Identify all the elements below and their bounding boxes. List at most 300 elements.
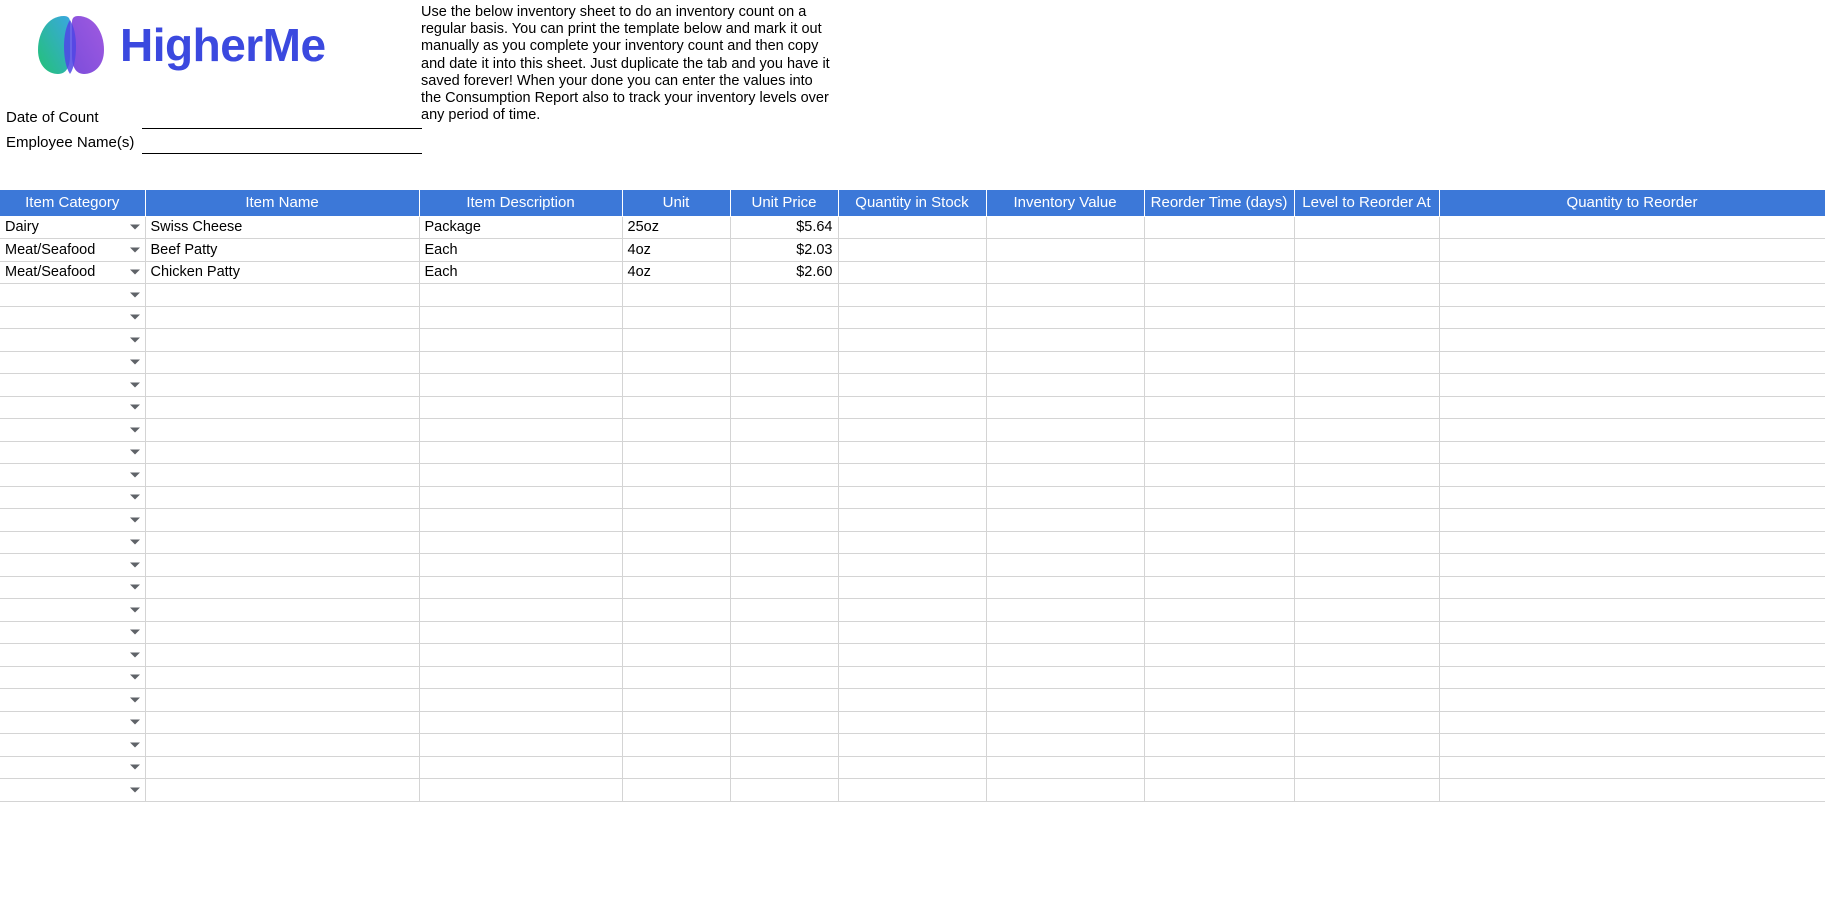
cell-item-category[interactable] (0, 374, 145, 397)
cell-item-category[interactable] (0, 576, 145, 599)
cell-unit-price[interactable] (730, 576, 838, 599)
cell-level-to-reorder[interactable] (1294, 531, 1439, 554)
chevron-down-icon[interactable] (130, 247, 140, 252)
cell-quantity-in-stock[interactable] (838, 351, 986, 374)
cell-unit-price[interactable] (730, 351, 838, 374)
chevron-down-icon[interactable] (130, 697, 140, 702)
cell-item-description[interactable] (419, 576, 622, 599)
cell-unit[interactable] (622, 531, 730, 554)
table-row[interactable] (0, 464, 1825, 487)
cell-quantity-to-reorder[interactable] (1439, 464, 1825, 487)
cell-item-name[interactable] (145, 666, 419, 689)
cell-level-to-reorder[interactable] (1294, 734, 1439, 757)
cell-unit-price[interactable] (730, 239, 838, 262)
chevron-down-icon[interactable] (130, 585, 140, 590)
cell-unit[interactable] (622, 509, 730, 532)
cell-item-category[interactable] (0, 644, 145, 667)
cell-item-category[interactable] (0, 621, 145, 644)
cell-level-to-reorder[interactable] (1294, 396, 1439, 419)
chevron-down-icon[interactable] (130, 495, 140, 500)
chevron-down-icon[interactable] (130, 315, 140, 320)
cell-item-category[interactable] (0, 531, 145, 554)
cell-item-name[interactable] (145, 576, 419, 599)
cell-reorder-time[interactable] (1144, 554, 1294, 577)
cell-quantity-in-stock[interactable] (838, 779, 986, 802)
cell-inventory-value[interactable] (986, 239, 1144, 262)
cell-quantity-to-reorder[interactable] (1439, 374, 1825, 397)
cell-unit[interactable] (622, 779, 730, 802)
cell-unit[interactable] (622, 216, 730, 239)
cell-unit-price[interactable] (730, 464, 838, 487)
table-row[interactable] (0, 756, 1825, 779)
cell-level-to-reorder[interactable] (1294, 329, 1439, 352)
cell-quantity-in-stock[interactable] (838, 599, 986, 622)
cell-quantity-to-reorder[interactable] (1439, 554, 1825, 577)
cell-unit-price[interactable] (730, 554, 838, 577)
cell-reorder-time[interactable] (1144, 351, 1294, 374)
cell-unit-price[interactable] (730, 396, 838, 419)
chevron-down-icon[interactable] (130, 607, 140, 612)
cell-quantity-to-reorder[interactable] (1439, 756, 1825, 779)
table-row[interactable] (0, 441, 1825, 464)
cell-item-category[interactable] (0, 689, 145, 712)
cell-unit[interactable] (622, 576, 730, 599)
cell-item-description[interactable] (419, 509, 622, 532)
cell-quantity-in-stock[interactable] (838, 261, 986, 284)
cell-item-description[interactable] (419, 644, 622, 667)
cell-quantity-in-stock[interactable] (838, 464, 986, 487)
cell-level-to-reorder[interactable] (1294, 576, 1439, 599)
cell-item-name[interactable] (145, 329, 419, 352)
table-row[interactable] (0, 261, 1825, 284)
cell-unit-price[interactable] (730, 329, 838, 352)
table-row[interactable] (0, 531, 1825, 554)
cell-inventory-value[interactable] (986, 351, 1144, 374)
cell-item-name[interactable] (145, 621, 419, 644)
cell-reorder-time[interactable] (1144, 216, 1294, 239)
cell-item-description[interactable] (419, 239, 622, 262)
cell-quantity-to-reorder[interactable] (1439, 644, 1825, 667)
table-row[interactable] (0, 329, 1825, 352)
cell-unit[interactable] (622, 351, 730, 374)
cell-quantity-in-stock[interactable] (838, 509, 986, 532)
cell-quantity-in-stock[interactable] (838, 216, 986, 239)
cell-level-to-reorder[interactable] (1294, 464, 1439, 487)
cell-unit-price[interactable] (730, 486, 838, 509)
cell-quantity-to-reorder[interactable] (1439, 711, 1825, 734)
cell-quantity-to-reorder[interactable] (1439, 216, 1825, 239)
cell-reorder-time[interactable] (1144, 711, 1294, 734)
cell-quantity-to-reorder[interactable] (1439, 441, 1825, 464)
table-row[interactable] (0, 711, 1825, 734)
cell-level-to-reorder[interactable] (1294, 374, 1439, 397)
cell-reorder-time[interactable] (1144, 261, 1294, 284)
date-of-count-input[interactable] (142, 108, 422, 129)
cell-unit[interactable] (622, 396, 730, 419)
cell-unit-price[interactable] (730, 689, 838, 712)
cell-item-description[interactable] (419, 554, 622, 577)
cell-reorder-time[interactable] (1144, 756, 1294, 779)
cell-quantity-to-reorder[interactable] (1439, 284, 1825, 307)
cell-level-to-reorder[interactable] (1294, 261, 1439, 284)
cell-reorder-time[interactable] (1144, 464, 1294, 487)
table-row[interactable] (0, 734, 1825, 757)
cell-unit-price[interactable] (730, 531, 838, 554)
cell-unit-price[interactable] (730, 666, 838, 689)
cell-item-name[interactable] (145, 441, 419, 464)
cell-reorder-time[interactable] (1144, 441, 1294, 464)
table-row[interactable] (0, 576, 1825, 599)
cell-item-description[interactable] (419, 419, 622, 442)
cell-inventory-value[interactable] (986, 396, 1144, 419)
cell-item-name[interactable] (145, 599, 419, 622)
cell-item-name[interactable] (145, 419, 419, 442)
cell-quantity-in-stock[interactable] (838, 284, 986, 307)
table-row[interactable] (0, 216, 1825, 239)
cell-quantity-to-reorder[interactable] (1439, 689, 1825, 712)
cell-reorder-time[interactable] (1144, 374, 1294, 397)
chevron-down-icon[interactable] (130, 652, 140, 657)
cell-unit-price[interactable] (730, 599, 838, 622)
cell-item-name[interactable] (145, 486, 419, 509)
chevron-down-icon[interactable] (130, 742, 140, 747)
cell-item-description[interactable] (419, 779, 622, 802)
cell-item-category[interactable] (0, 261, 145, 284)
chevron-down-icon[interactable] (130, 675, 140, 680)
cell-quantity-in-stock[interactable] (838, 306, 986, 329)
cell-inventory-value[interactable] (986, 486, 1144, 509)
cell-item-name[interactable] (145, 239, 419, 262)
cell-quantity-in-stock[interactable] (838, 419, 986, 442)
cell-item-name[interactable] (145, 261, 419, 284)
cell-reorder-time[interactable] (1144, 284, 1294, 307)
cell-item-category[interactable] (0, 464, 145, 487)
cell-unit-price[interactable] (730, 284, 838, 307)
cell-unit-price[interactable] (730, 306, 838, 329)
cell-quantity-in-stock[interactable] (838, 756, 986, 779)
cell-inventory-value[interactable] (986, 374, 1144, 397)
cell-inventory-value[interactable] (986, 734, 1144, 757)
cell-item-name[interactable] (145, 711, 419, 734)
cell-quantity-to-reorder[interactable] (1439, 599, 1825, 622)
cell-item-name[interactable] (145, 374, 419, 397)
cell-unit-price[interactable] (730, 419, 838, 442)
table-row[interactable] (0, 666, 1825, 689)
chevron-down-icon[interactable] (130, 337, 140, 342)
cell-unit-price[interactable] (730, 756, 838, 779)
cell-reorder-time[interactable] (1144, 419, 1294, 442)
cell-unit-price[interactable] (730, 711, 838, 734)
cell-level-to-reorder[interactable] (1294, 599, 1439, 622)
cell-unit[interactable] (622, 734, 730, 757)
cell-item-description[interactable] (419, 621, 622, 644)
table-row[interactable] (0, 396, 1825, 419)
cell-unit[interactable] (622, 306, 730, 329)
cell-reorder-time[interactable] (1144, 486, 1294, 509)
cell-unit-price[interactable] (730, 261, 838, 284)
cell-level-to-reorder[interactable] (1294, 306, 1439, 329)
cell-item-description[interactable] (419, 329, 622, 352)
cell-quantity-to-reorder[interactable] (1439, 734, 1825, 757)
cell-item-description[interactable] (419, 216, 622, 239)
cell-unit[interactable] (622, 464, 730, 487)
cell-quantity-in-stock[interactable] (838, 441, 986, 464)
cell-inventory-value[interactable] (986, 284, 1144, 307)
cell-item-name[interactable] (145, 689, 419, 712)
cell-quantity-to-reorder[interactable] (1439, 666, 1825, 689)
chevron-down-icon[interactable] (130, 630, 140, 635)
cell-item-name[interactable] (145, 396, 419, 419)
cell-inventory-value[interactable] (986, 756, 1144, 779)
cell-item-description[interactable] (419, 374, 622, 397)
chevron-down-icon[interactable] (130, 720, 140, 725)
cell-item-description[interactable] (419, 261, 622, 284)
cell-unit[interactable] (622, 666, 730, 689)
cell-inventory-value[interactable] (986, 441, 1144, 464)
cell-inventory-value[interactable] (986, 464, 1144, 487)
cell-quantity-to-reorder[interactable] (1439, 419, 1825, 442)
cell-unit[interactable] (622, 419, 730, 442)
cell-level-to-reorder[interactable] (1294, 486, 1439, 509)
cell-unit[interactable] (622, 239, 730, 262)
cell-unit[interactable] (622, 284, 730, 307)
cell-quantity-to-reorder[interactable] (1439, 306, 1825, 329)
cell-quantity-to-reorder[interactable] (1439, 509, 1825, 532)
cell-item-category[interactable] (0, 779, 145, 802)
table-row[interactable] (0, 621, 1825, 644)
cell-item-description[interactable] (419, 306, 622, 329)
cell-inventory-value[interactable] (986, 666, 1144, 689)
cell-inventory-value[interactable] (986, 554, 1144, 577)
cell-reorder-time[interactable] (1144, 666, 1294, 689)
cell-inventory-value[interactable] (986, 644, 1144, 667)
cell-quantity-to-reorder[interactable] (1439, 261, 1825, 284)
chevron-down-icon[interactable] (130, 517, 140, 522)
cell-item-name[interactable] (145, 756, 419, 779)
cell-quantity-in-stock[interactable] (838, 554, 986, 577)
cell-level-to-reorder[interactable] (1294, 666, 1439, 689)
cell-quantity-in-stock[interactable] (838, 374, 986, 397)
cell-unit[interactable] (622, 329, 730, 352)
chevron-down-icon[interactable] (130, 360, 140, 365)
cell-quantity-in-stock[interactable] (838, 486, 986, 509)
cell-quantity-to-reorder[interactable] (1439, 576, 1825, 599)
cell-unit-price[interactable] (730, 216, 838, 239)
cell-quantity-in-stock[interactable] (838, 329, 986, 352)
cell-reorder-time[interactable] (1144, 509, 1294, 532)
cell-quantity-in-stock[interactable] (838, 576, 986, 599)
cell-inventory-value[interactable] (986, 621, 1144, 644)
cell-item-description[interactable] (419, 441, 622, 464)
cell-quantity-in-stock[interactable] (838, 531, 986, 554)
cell-reorder-time[interactable] (1144, 329, 1294, 352)
cell-item-description[interactable] (419, 599, 622, 622)
cell-quantity-to-reorder[interactable] (1439, 396, 1825, 419)
cell-item-category[interactable] (0, 486, 145, 509)
cell-item-name[interactable] (145, 509, 419, 532)
cell-level-to-reorder[interactable] (1294, 644, 1439, 667)
cell-item-category[interactable] (0, 306, 145, 329)
cell-level-to-reorder[interactable] (1294, 756, 1439, 779)
cell-unit[interactable] (622, 554, 730, 577)
cell-inventory-value[interactable] (986, 509, 1144, 532)
cell-level-to-reorder[interactable] (1294, 216, 1439, 239)
chevron-down-icon[interactable] (130, 427, 140, 432)
cell-level-to-reorder[interactable] (1294, 419, 1439, 442)
chevron-down-icon[interactable] (130, 450, 140, 455)
cell-inventory-value[interactable] (986, 261, 1144, 284)
cell-item-category[interactable] (0, 329, 145, 352)
cell-unit[interactable] (622, 599, 730, 622)
table-row[interactable] (0, 486, 1825, 509)
cell-item-category[interactable] (0, 666, 145, 689)
cell-level-to-reorder[interactable] (1294, 239, 1439, 262)
cell-unit-price[interactable] (730, 509, 838, 532)
cell-inventory-value[interactable] (986, 329, 1144, 352)
cell-item-description[interactable] (419, 464, 622, 487)
cell-level-to-reorder[interactable] (1294, 284, 1439, 307)
cell-reorder-time[interactable] (1144, 531, 1294, 554)
cell-item-category[interactable] (0, 284, 145, 307)
chevron-down-icon[interactable] (130, 292, 140, 297)
cell-quantity-in-stock[interactable] (838, 689, 986, 712)
cell-item-description[interactable] (419, 284, 622, 307)
cell-reorder-time[interactable] (1144, 396, 1294, 419)
cell-item-category[interactable] (0, 711, 145, 734)
cell-unit[interactable] (622, 486, 730, 509)
cell-item-description[interactable] (419, 351, 622, 374)
cell-quantity-to-reorder[interactable] (1439, 329, 1825, 352)
cell-item-category[interactable] (0, 216, 145, 239)
cell-item-description[interactable] (419, 711, 622, 734)
chevron-down-icon[interactable] (130, 472, 140, 477)
cell-inventory-value[interactable] (986, 689, 1144, 712)
cell-item-description[interactable] (419, 666, 622, 689)
cell-item-name[interactable] (145, 734, 419, 757)
table-row[interactable] (0, 351, 1825, 374)
cell-quantity-to-reorder[interactable] (1439, 486, 1825, 509)
table-row[interactable] (0, 644, 1825, 667)
chevron-down-icon[interactable] (130, 270, 140, 275)
cell-item-name[interactable] (145, 464, 419, 487)
cell-inventory-value[interactable] (986, 306, 1144, 329)
cell-reorder-time[interactable] (1144, 644, 1294, 667)
cell-inventory-value[interactable] (986, 531, 1144, 554)
cell-item-description[interactable] (419, 734, 622, 757)
cell-item-category[interactable] (0, 396, 145, 419)
cell-unit-price[interactable] (730, 734, 838, 757)
cell-item-name[interactable] (145, 531, 419, 554)
cell-level-to-reorder[interactable] (1294, 711, 1439, 734)
table-row[interactable] (0, 284, 1825, 307)
cell-reorder-time[interactable] (1144, 239, 1294, 262)
table-row[interactable] (0, 239, 1825, 262)
cell-item-description[interactable] (419, 689, 622, 712)
cell-item-category[interactable] (0, 351, 145, 374)
cell-quantity-to-reorder[interactable] (1439, 779, 1825, 802)
cell-level-to-reorder[interactable] (1294, 554, 1439, 577)
cell-quantity-to-reorder[interactable] (1439, 351, 1825, 374)
chevron-down-icon[interactable] (130, 787, 140, 792)
cell-inventory-value[interactable] (986, 599, 1144, 622)
cell-quantity-to-reorder[interactable] (1439, 531, 1825, 554)
cell-unit-price[interactable] (730, 374, 838, 397)
cell-inventory-value[interactable] (986, 779, 1144, 802)
table-row[interactable] (0, 374, 1825, 397)
cell-level-to-reorder[interactable] (1294, 689, 1439, 712)
cell-reorder-time[interactable] (1144, 306, 1294, 329)
cell-quantity-in-stock[interactable] (838, 666, 986, 689)
cell-reorder-time[interactable] (1144, 689, 1294, 712)
cell-item-name[interactable] (145, 779, 419, 802)
chevron-down-icon[interactable] (130, 765, 140, 770)
cell-item-category[interactable] (0, 239, 145, 262)
cell-item-description[interactable] (419, 486, 622, 509)
table-row[interactable] (0, 554, 1825, 577)
cell-inventory-value[interactable] (986, 419, 1144, 442)
cell-level-to-reorder[interactable] (1294, 779, 1439, 802)
cell-item-category[interactable] (0, 419, 145, 442)
cell-quantity-in-stock[interactable] (838, 734, 986, 757)
cell-unit[interactable] (622, 374, 730, 397)
cell-reorder-time[interactable] (1144, 576, 1294, 599)
cell-level-to-reorder[interactable] (1294, 351, 1439, 374)
cell-item-description[interactable] (419, 531, 622, 554)
chevron-down-icon[interactable] (130, 562, 140, 567)
cell-reorder-time[interactable] (1144, 734, 1294, 757)
table-row[interactable] (0, 419, 1825, 442)
chevron-down-icon[interactable] (130, 405, 140, 410)
cell-item-category[interactable] (0, 756, 145, 779)
cell-unit[interactable] (622, 756, 730, 779)
cell-unit[interactable] (622, 261, 730, 284)
cell-unit[interactable] (622, 689, 730, 712)
cell-inventory-value[interactable] (986, 216, 1144, 239)
cell-unit-price[interactable] (730, 779, 838, 802)
cell-quantity-in-stock[interactable] (838, 239, 986, 262)
cell-item-name[interactable] (145, 284, 419, 307)
cell-quantity-to-reorder[interactable] (1439, 239, 1825, 262)
table-row[interactable] (0, 509, 1825, 532)
cell-reorder-time[interactable] (1144, 599, 1294, 622)
cell-unit-price[interactable] (730, 441, 838, 464)
cell-item-name[interactable] (145, 351, 419, 374)
cell-item-category[interactable] (0, 734, 145, 757)
cell-inventory-value[interactable] (986, 711, 1144, 734)
cell-item-name[interactable] (145, 644, 419, 667)
cell-quantity-in-stock[interactable] (838, 396, 986, 419)
cell-item-name[interactable] (145, 554, 419, 577)
cell-item-category[interactable] (0, 509, 145, 532)
cell-item-category[interactable] (0, 554, 145, 577)
cell-level-to-reorder[interactable] (1294, 621, 1439, 644)
chevron-down-icon[interactable] (130, 225, 140, 230)
table-row[interactable] (0, 306, 1825, 329)
cell-reorder-time[interactable] (1144, 779, 1294, 802)
cell-item-description[interactable] (419, 396, 622, 419)
cell-inventory-value[interactable] (986, 576, 1144, 599)
cell-item-name[interactable] (145, 216, 419, 239)
cell-item-category[interactable] (0, 441, 145, 464)
cell-level-to-reorder[interactable] (1294, 509, 1439, 532)
table-row[interactable] (0, 599, 1825, 622)
cell-item-category[interactable] (0, 599, 145, 622)
cell-unit[interactable] (622, 441, 730, 464)
cell-unit[interactable] (622, 644, 730, 667)
chevron-down-icon[interactable] (130, 540, 140, 545)
cell-unit-price[interactable] (730, 621, 838, 644)
chevron-down-icon[interactable] (130, 382, 140, 387)
